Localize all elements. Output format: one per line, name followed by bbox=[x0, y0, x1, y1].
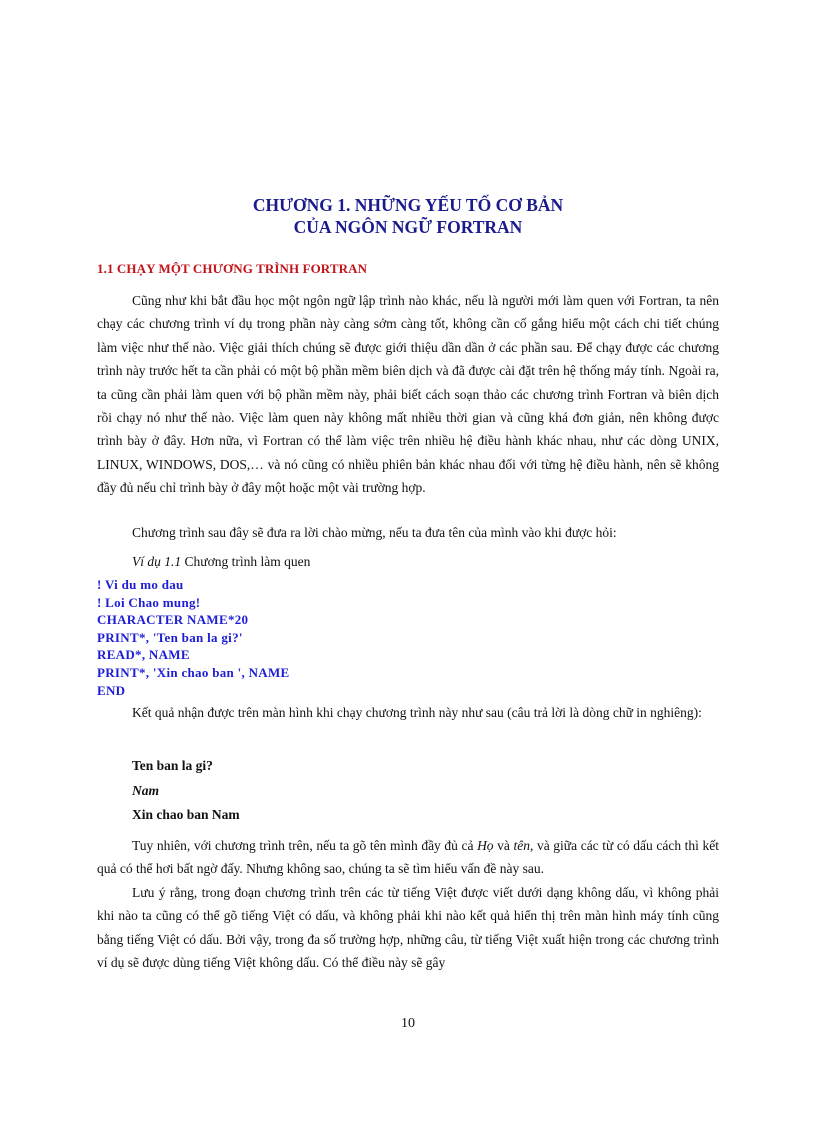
code-line: PRINT*, 'Xin chao ban ', NAME bbox=[97, 664, 290, 680]
code-line: READ*, NAME bbox=[97, 647, 190, 663]
chapter-title-line-1: CHƯƠNG 1. NHỮNG YẾU TỐ CƠ BẢN bbox=[252, 195, 564, 215]
example-label: Ví dụ 1.1 bbox=[132, 554, 182, 569]
paragraph-text: Kết quả nhận được trên màn hình khi chạy chương trình này như sau (câu trả lời là dòng chữ in nghiêng): bbox=[132, 705, 702, 720]
language-note-paragraph bbox=[97, 881, 719, 975]
chapter-title-line-2: CỦA NGÔN NGỮ FORTRAN bbox=[293, 217, 523, 237]
page-number: 10 bbox=[401, 1016, 415, 1031]
result-paragraph bbox=[97, 701, 719, 724]
code-block bbox=[97, 576, 719, 699]
text-run: Tuy nhiên, với chương trình trên, nếu ta gõ tên mình đầy đủ cả bbox=[132, 838, 478, 853]
intro-paragraph bbox=[97, 289, 719, 500]
text-run: và bbox=[493, 838, 514, 853]
italic-term-ho: Họ bbox=[477, 838, 494, 853]
section-heading: 1.1 CHẠY MỘT CHƯƠNG TRÌNH FORTRAN bbox=[97, 261, 368, 276]
text-run: , và giữa các từ có dấu cách thì kết quả có thể hơi bất ngờ đấy. Nhưng không sao, chúng ta sẽ tìm hiểu vấn đề này sau. bbox=[97, 838, 719, 877]
example-caption bbox=[97, 550, 719, 573]
code-line: PRINT*, 'Ten ban la gi?' bbox=[97, 629, 243, 645]
code-line: CHARACTER NAME*20 bbox=[97, 612, 249, 628]
italic-term-ten: tên bbox=[513, 838, 530, 853]
chapter-title bbox=[97, 194, 719, 238]
paragraph-text: Lưu ý rằng, trong đoạn chương trình trên các từ tiếng Việt được viết dưới dạng không dấu, vì không phải khi nào ta cũng có thể gõ tiếng Việt có dấu, và không phải khi nào kết quả hiển thị trên màn hình máy tính cũng bằng tiếng Việt có dấu. Bởi vậy, trong đa số trường hợp, những câu, từ tiếng Việt xuất hiện trong các chương trình ví dụ sẽ được dùng tiếng Việt không dấu. Có thể điều này sẽ gây bbox=[97, 885, 719, 971]
output-line-answer: Nam bbox=[132, 783, 159, 798]
paragraph-text: Chương trình sau đây sẽ đưa ra lời chào mừng, nếu ta đưa tên của mình vào khi được hỏi: bbox=[132, 525, 617, 540]
note-paragraph bbox=[97, 834, 719, 881]
paragraph-text: Cũng như khi bắt đầu học một ngôn ngữ lập trình nào khác, nếu là người mới làm quen với Fortran, ta nên chạy các chương trình ví dụ trong phần này càng sớm càng tốt, không cần cố gắng hiểu một cách chi tiết chúng làm việc như thế nào. Việc giải thích chúng sẽ được giới thiệu dần dần ở các phần sau. Để chạy được các chương trình này trước hết ta cần phải có một bộ phần mềm biên dịch và đã được cài đặt trên hệ thống máy tính. Ngoài ra, ta cũng cần phải làm quen với bộ phần mềm này, phải biết cách soạn thảo các chương trình Fortran và biên dịch rồi chạy nó như thế nào. Việc làm quen này không mất nhiều thời gian và cũng khá đơn giản, nên không được trình bày ở đây. Hơn nữa, vì Fortran có thể làm việc trên nhiều hệ điều hành khác nhau, như các dòng UNIX, LINUX, WINDOWS, DOS,… và nó cũng có nhiều phiên bản khác nhau đối với từng hệ điều hành, nên sẽ không đầy đủ nếu chỉ trình bày ở đây một hoặc một vài trường hợp. bbox=[97, 293, 719, 496]
code-line: ! Vi du mo dau bbox=[97, 577, 184, 592]
program-intro-paragraph bbox=[97, 521, 719, 544]
output-line-prompt: Ten ban la gi? bbox=[132, 758, 213, 773]
code-line: ! Loi Chao mung! bbox=[97, 594, 201, 610]
paragraph-text bbox=[97, 834, 719, 881]
code-line: END bbox=[97, 682, 126, 698]
example-title: Chương trình làm quen bbox=[181, 554, 311, 569]
output-line-greeting: Xin chao ban Nam bbox=[132, 807, 240, 822]
